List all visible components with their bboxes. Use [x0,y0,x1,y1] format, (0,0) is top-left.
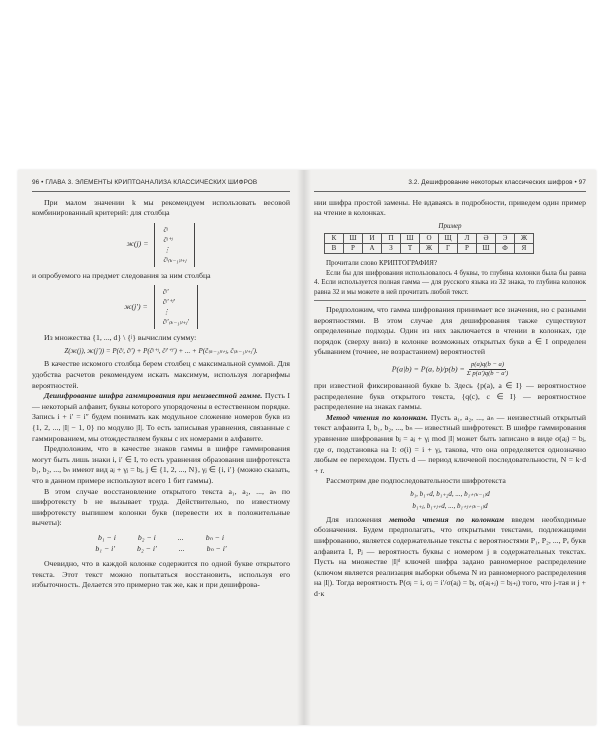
residue-cell: bₙ − i [205,532,225,542]
example-cell: Ж [420,244,439,254]
section-run-in-title: Дешифрование шифра гаммирования при неизвестной гамме. [44,391,263,401]
example-cell: Ф [496,244,515,254]
paragraph [314,515,586,600]
residue-cell: ... [177,532,184,542]
example-cell: И [363,234,382,244]
vector-entry: ĉʲ′⁺ʲ′ [162,298,175,307]
bayes-formula [314,361,586,378]
subsequence-2: b₁₊ⱼ, b₁₊ⱼ₊d, ..., b₁₊ⱼ₊₍ₖ₋₁₎d [412,502,488,511]
example-cell: Р [458,244,477,254]
sum-formula: Z(ж(j), ж(j′)) = P(ĉʲ, ĉʲ′) + P(ĉʲ⁺ʲ, ĉʲ′⁺ʲ′) + ... + P(ĉ₍ₖ₋₁₎ₗ₊ⱼ, ĉ₍ₖ₋₁₎ₗ₊ⱼ′). [64,346,258,355]
example-note: Если бы для шифрования использовалось 4 буквы, то глубина колонки была бы равна 4. Если используется полная гамма — для русского языка из 32 знака, то глубина колонок равна 32 и мы можете в ней прочитать любой текст. [314,268,586,296]
right-page [314,178,586,599]
formula-lhs: P(a|b) = P(a, b)/p(b) = [391,364,465,374]
paragraph: Из множества {1, ..., d} \ {ʲ} вычислим сумму: [44,333,197,343]
paragraph: и опробуемого на предмет следования за ним столбца [32,270,211,280]
paragraph-text: Для изложения [326,514,382,524]
example-question: Прочитали слово КРИПТОГРАФИЯ? [326,259,437,268]
example-cell: В [325,244,344,254]
vector-entries [154,285,198,329]
formula-numerator: p(a)q(b − a) [471,360,505,368]
example-cell: А [363,244,382,254]
example-cell: Я [515,244,534,254]
method-emphasis: метода чтения по колонкам [388,514,505,524]
residue-cell: b₂ − i [137,532,156,542]
residue-cell: b₁ − i [97,532,116,542]
vector-label: ж(j) = [126,239,149,249]
example-cell: Ш [344,234,363,244]
vector-entry: ĉʲ′₍ₖ₋₁₎ₗ₊ⱼ′ [162,318,189,327]
vector-entry: ⋮ [163,245,171,254]
example-cell: Ә [477,234,496,244]
example-cell: П [382,234,401,244]
vector-entries [154,223,195,267]
section-run-in-title: Метод чтения по колонкам. [326,412,428,422]
example-table [324,233,534,254]
residue-cell: ... [178,544,185,554]
example-cell: Ж [515,234,534,244]
vector-entry: ĉʲ′ [162,288,169,297]
paragraph-text: введем необходимые обозначения. Будем предполагать, что открытыми текстами, подлежащими шифрованию, является содержательные тексты с вероятностями P₁, P₂, ..., Pₑ букв алфавита I, Pⱼ — вероятность буквы с номером j в содержательных текстах. Пусть на множестве |I|ᵈ ключей шифра задано равномерное распределение (ключом является реализация выборки объема N из равномерного распределения на |I|). Тогда вероятность P(σⱼ = i, σⱼ = i′/σ(aⱼ) = bⱼ, σ(aⱼ₊ⱼ) = bⱼ₊ⱼ) того, что j-тая и j + d·к [314,514,586,598]
book-fold [297,170,311,725]
vector-entry: ĉʲ⁺ʲ [163,235,173,244]
paragraph: Предположим, что в качестве знаков гаммы в шифре гаммирования могут быть лишь знаки i, i′ ∈ I, то есть уравнения образования шифротекста b₁, b₂, ..., bₙ имеют вид aⱼ + γⱼ = bⱼ, j ∈ {1, 2, ..., N}, γⱼ ∈ {i, i′} (можно сказать, что в данном примере используют всего 1 бит гаммы). [32,444,290,485]
paragraph-text: Пусть I — некоторый алфавит, буквы которого упорядочены в естественном порядке. Запись i + i′ = i″ будем понимать как модульное сложение номеров букв из {1, 2, ..., |I| − 1, 0} по модулю |I|. То есть записывая уравнения, связанные с гаммированием, мы отождествляем буквы с их номерами в алфавите. [32,391,291,443]
vector-label: ж(j′) = [124,302,148,312]
example-cell: Л [458,234,477,244]
paragraph: при известной фиксированной букве b. Здесь {p(a), a ∈ I} — вероятностное распределение букв открытого текста, {q(c), c ∈ I} — вероятностное распределение на знаках гаммы. [314,380,586,412]
left-page [32,178,290,591]
example-label: Пример [438,221,462,230]
paragraph: Предположим, что гамма шифрования принимает все значения, но с разными вероятностями. В этом случае для дешифрования также существуют определенные подходы. Один из них заключается в чтении в колонках, где порядок (сверху вниз) в колонке возможных открытых букв a ∈ I определен убыванием (точнее, не возрастанием) вероятностей [314,305,586,357]
example-cell: Э [496,234,515,244]
column-vector-1 [32,223,290,267]
residue-cell: bₙ − i′ [206,544,227,554]
right-running-header: 3.2. Дешифрование некоторых классических шифров • 97 [314,178,586,192]
example-row [325,244,534,254]
paragraph: При малом значении k мы рекомендуем использовать весовой комбинированный критерий: для столбца [32,197,290,218]
paragraph [32,391,290,444]
paragraph: Рассмотрим две подпоследовательности шифротекста [326,476,506,486]
residue-row [32,533,290,544]
example-cell: Р [344,244,363,254]
subsequence-1: b₁, b₁₊d, b₁₊₂d, ..., b₁₊₍ₖ₋₁₎d [410,489,490,498]
paragraph [314,413,586,477]
paragraph: В качестве искомого столбца берем столбец с максимальной суммой. Для удобства расчетов рекомендуем искать максимум, используя логарифмы вероятностей. [32,359,290,390]
formula-fraction [467,361,508,378]
example-cell: К [325,234,344,244]
residue-cell: b₁ − i′ [95,544,116,554]
paragraph: В этом случае восстановление открытого текста a₁, a₂, ..., aₙ по шифротексту b не вызывает труда. Действительно, по известному шифротексту выпишем колонки букв (перевести их в положительные вычеты): [32,486,290,528]
column-vector-2 [32,285,290,329]
example-cell: З [382,244,401,254]
residue-row [32,544,290,555]
vector-entry: ĉʲ [163,225,168,234]
example-divider [314,300,586,301]
residue-columns [32,533,290,555]
example-cell: Ш [401,234,420,244]
vector-entry: ĉʲ₍ₖ₋₁₎ₗ₊ⱼ [163,255,187,264]
paragraph-text: Пусть a₁, a₂, ..., aₙ — неизвестный открытый текст алфавита I, b₁, b₂, ..., bₙ — известный шифротекст. В шифре гаммирования уравнение шифрования bⱼ = aⱼ + γⱼ mod |I| может быть записано в виде σ(aⱼ) = bⱼ, где σ, подстановка на I: σ(i) = i + γⱼ, такова, что она определяется однозначно любым ее переходом. Пусть d — период ключевой последовательности, N = k·d + r. [314,412,586,475]
formula-denominator: Σ p(a′)q(b − a′) [466,369,509,377]
paragraph: нии шифра простой замены. Не вдаваясь в подробности, приведем один пример на чтение в колонках. [314,197,586,218]
example-row [325,234,534,244]
example-cell: Щ [439,234,458,244]
example-cell: Т [401,244,420,254]
example-cell: Ш [477,244,496,254]
vector-entry: ⋮ [162,308,170,317]
example-cell: О [420,234,439,244]
residue-cell: b₂ − i′ [137,544,157,554]
paragraph: Очевидно, что в каждой колонке содержится по одной букве открытого текста. Этот текст можно попытаться восстановить, используя его избыточность. Делается это примерно так же, как и при дешифрова- [32,559,290,590]
example-cell: Г [439,244,458,254]
left-running-header: 96 • ГЛАВА 3. ЭЛЕМЕНТЫ КРИПТОАНАЛИЗА КЛАССИЧЕСКИХ ШИФРОВ [32,178,290,192]
